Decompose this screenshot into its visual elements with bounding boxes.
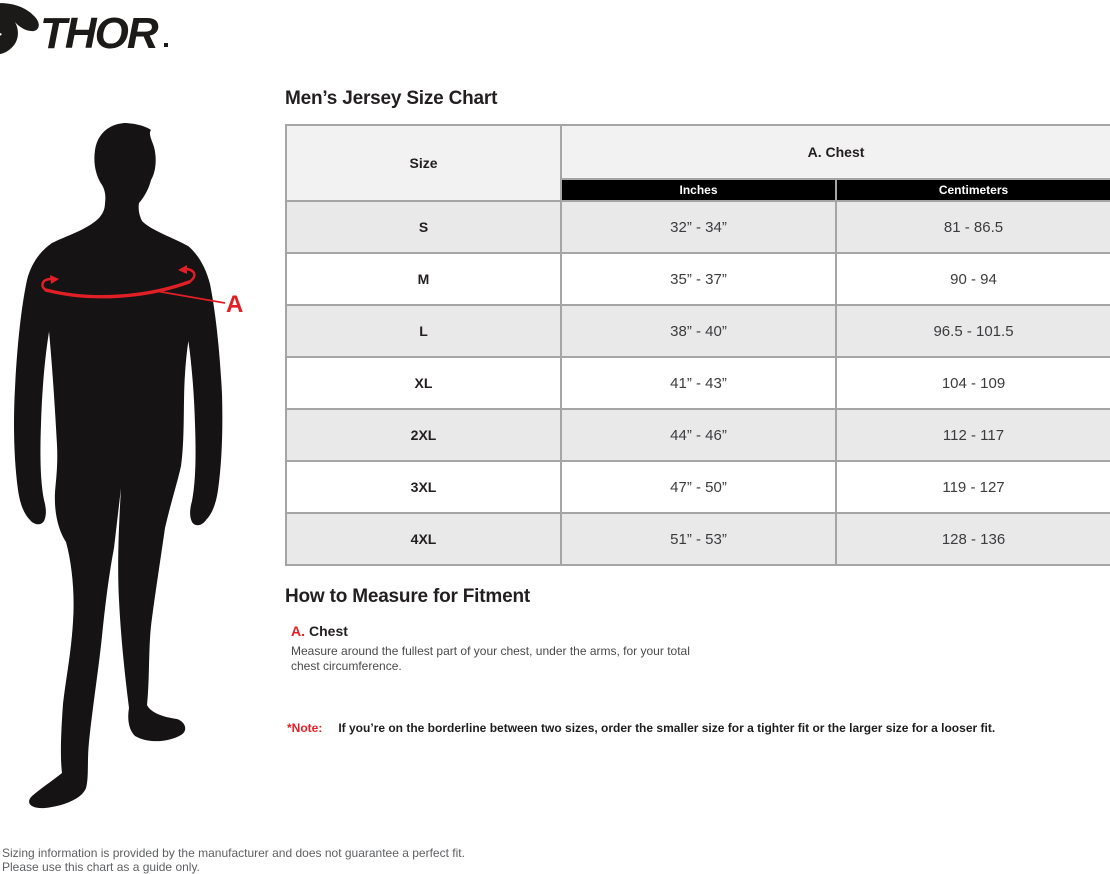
inches-value: 35” - 37” [561, 253, 836, 305]
size-chart-table [285, 124, 1110, 566]
male-silhouette-figure [0, 100, 280, 820]
logo-trademark-dot [164, 43, 168, 47]
measure-item-chest [291, 623, 691, 675]
right-arm-silhouette [182, 246, 222, 525]
page-title: Men’s Jersey Size Chart [285, 88, 498, 109]
thor-goat-icon [0, 3, 39, 54]
how-to-measure-heading: How to Measure for Fitment [285, 586, 530, 607]
figure-label-a: A [226, 291, 244, 318]
table-row [286, 513, 1110, 565]
measure-item-name: Chest [309, 623, 348, 639]
col-header-size: Size [286, 125, 561, 201]
body-silhouette [29, 123, 201, 808]
centimeters-value: 90 - 94 [836, 253, 1110, 305]
table-row [286, 357, 1110, 409]
inches-value: 47” - 50” [561, 461, 836, 513]
centimeters-value: 128 - 136 [836, 513, 1110, 565]
inches-value: 38” - 40” [561, 305, 836, 357]
note-text: If you’re on the borderline between two sizes, order the smaller size for a tighter fit or the larger size for a looser fit. [338, 721, 996, 735]
table-row [286, 201, 1110, 253]
measure-item-title [291, 623, 691, 639]
table-row [286, 253, 1110, 305]
centimeters-value: 81 - 86.5 [836, 201, 1110, 253]
size-value: 3XL [286, 461, 561, 513]
size-value: M [286, 253, 561, 305]
centimeters-value: 104 - 109 [836, 357, 1110, 409]
inches-value: 51” - 53” [561, 513, 836, 565]
size-value: L [286, 305, 561, 357]
centimeters-value: 96.5 - 101.5 [836, 305, 1110, 357]
measure-item-description: Measure around the fullest part of your chest, under the arms, for your total chest circumference. [291, 644, 690, 674]
footer-line-2: Please use this chart as a guide only. [2, 860, 200, 874]
inches-value: 41” - 43” [561, 357, 836, 409]
footer-disclaimer [2, 846, 465, 874]
note-label: *Note: [287, 721, 323, 735]
col-header-chest: A. Chest [561, 125, 1110, 179]
left-arm-silhouette [14, 243, 54, 524]
thor-logo [0, 3, 198, 59]
size-value: 2XL [286, 409, 561, 461]
table-row [286, 461, 1110, 513]
inches-value: 44” - 46” [561, 409, 836, 461]
logo-wordmark: THOR [40, 9, 157, 58]
size-value: 4XL [286, 513, 561, 565]
table-row [286, 409, 1110, 461]
centimeters-value: 112 - 117 [836, 409, 1110, 461]
size-value: S [286, 201, 561, 253]
inches-value: 32” - 34” [561, 201, 836, 253]
size-value: XL [286, 357, 561, 409]
col-header-inches: Inches [561, 179, 836, 201]
footer-line-1: Sizing information is provided by the manufacturer and does not guarantee a perfect fit. [2, 846, 465, 860]
measure-item-key: A. [291, 623, 305, 639]
col-header-centimeters: Centimeters [836, 179, 1110, 201]
sizing-note [287, 721, 995, 735]
centimeters-value: 119 - 127 [836, 461, 1110, 513]
table-row [286, 305, 1110, 357]
